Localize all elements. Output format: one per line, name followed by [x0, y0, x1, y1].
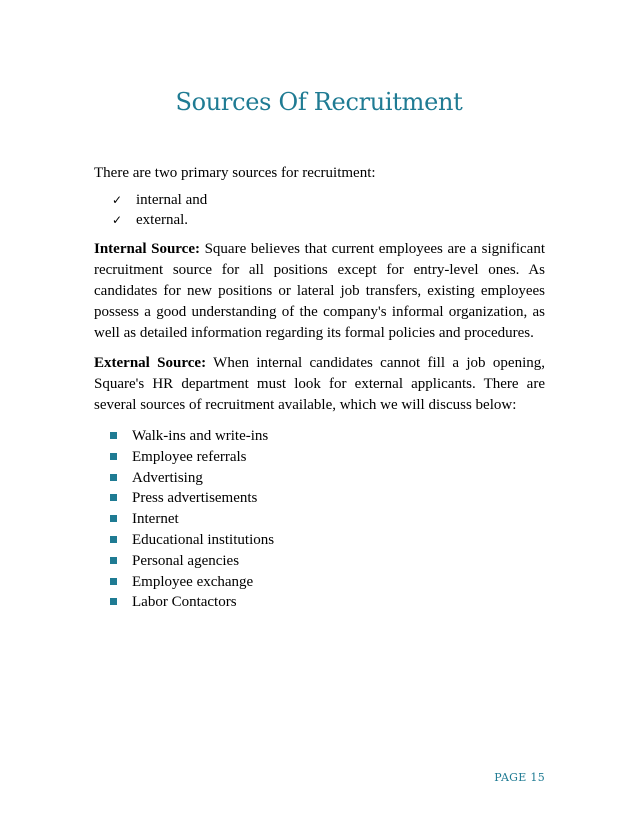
square-bullet-icon — [110, 474, 117, 481]
list-item-label: Employee exchange — [132, 573, 254, 590]
external-source-paragraph — [94, 353, 545, 416]
checkmark-icon: ✓ — [112, 193, 123, 207]
list-item-label: external. — [136, 212, 189, 228]
list-item-label: Walk-ins and write-ins — [132, 428, 269, 444]
list-item-label: Advertising — [132, 469, 203, 486]
list-item — [108, 509, 545, 530]
internal-source-text: Square believes that current employees are a significant recruitment source for all positions except for entry-level ones. As candidates for new positions or lateral job transfers, existing employees possess a good understanding of the company's informal organization, as well as detailed information regarding its formal policies and procedures. — [94, 241, 545, 341]
page-title: Sources Of Recruitment — [175, 88, 463, 116]
internal-source-paragraph — [94, 239, 545, 344]
external-source-text: When internal candidates cannot fill a job opening, Square's HR department must look for external applicants. There are several sources of recruitment available, which we will discuss below: — [94, 355, 545, 413]
intro-paragraph: There are two primary sources for recruitment: — [94, 165, 376, 181]
list-item — [108, 426, 545, 447]
list-item — [108, 592, 545, 613]
square-bullet-icon — [110, 453, 117, 460]
list-item-label: Press advertisements — [132, 490, 258, 507]
square-bullet-icon — [110, 536, 117, 543]
square-bullet-icon — [110, 494, 117, 501]
square-bullet-icon — [110, 432, 117, 439]
external-source-label: External Source: — [94, 355, 207, 371]
list-item — [108, 488, 545, 509]
list-item — [108, 447, 545, 468]
checkmark-icon: ✓ — [112, 213, 123, 227]
internal-source-label: Internal Source: — [94, 241, 200, 257]
list-item-label: internal and — [136, 192, 208, 208]
square-bullet-icon — [110, 557, 117, 564]
list-item — [108, 530, 545, 551]
square-bullet-icon — [110, 578, 117, 585]
square-bullet-icon — [110, 598, 117, 605]
list-item-label: Educational institutions — [132, 531, 275, 548]
list-item — [108, 551, 545, 572]
list-item — [112, 190, 545, 210]
page-content — [94, 163, 545, 613]
external-sources-list — [94, 426, 545, 613]
list-item — [108, 572, 545, 593]
list-item-label: Labor Contactors — [132, 594, 237, 611]
list-item — [112, 210, 545, 230]
list-item-label: Personal agencies — [132, 552, 240, 569]
square-bullet-icon — [110, 515, 117, 522]
list-item-label: Employee referrals — [132, 448, 247, 465]
list-item — [108, 468, 545, 489]
page-number: PAGE 15 — [494, 771, 545, 784]
list-item-label: Internet — [132, 511, 179, 528]
primary-sources-list — [94, 190, 545, 230]
